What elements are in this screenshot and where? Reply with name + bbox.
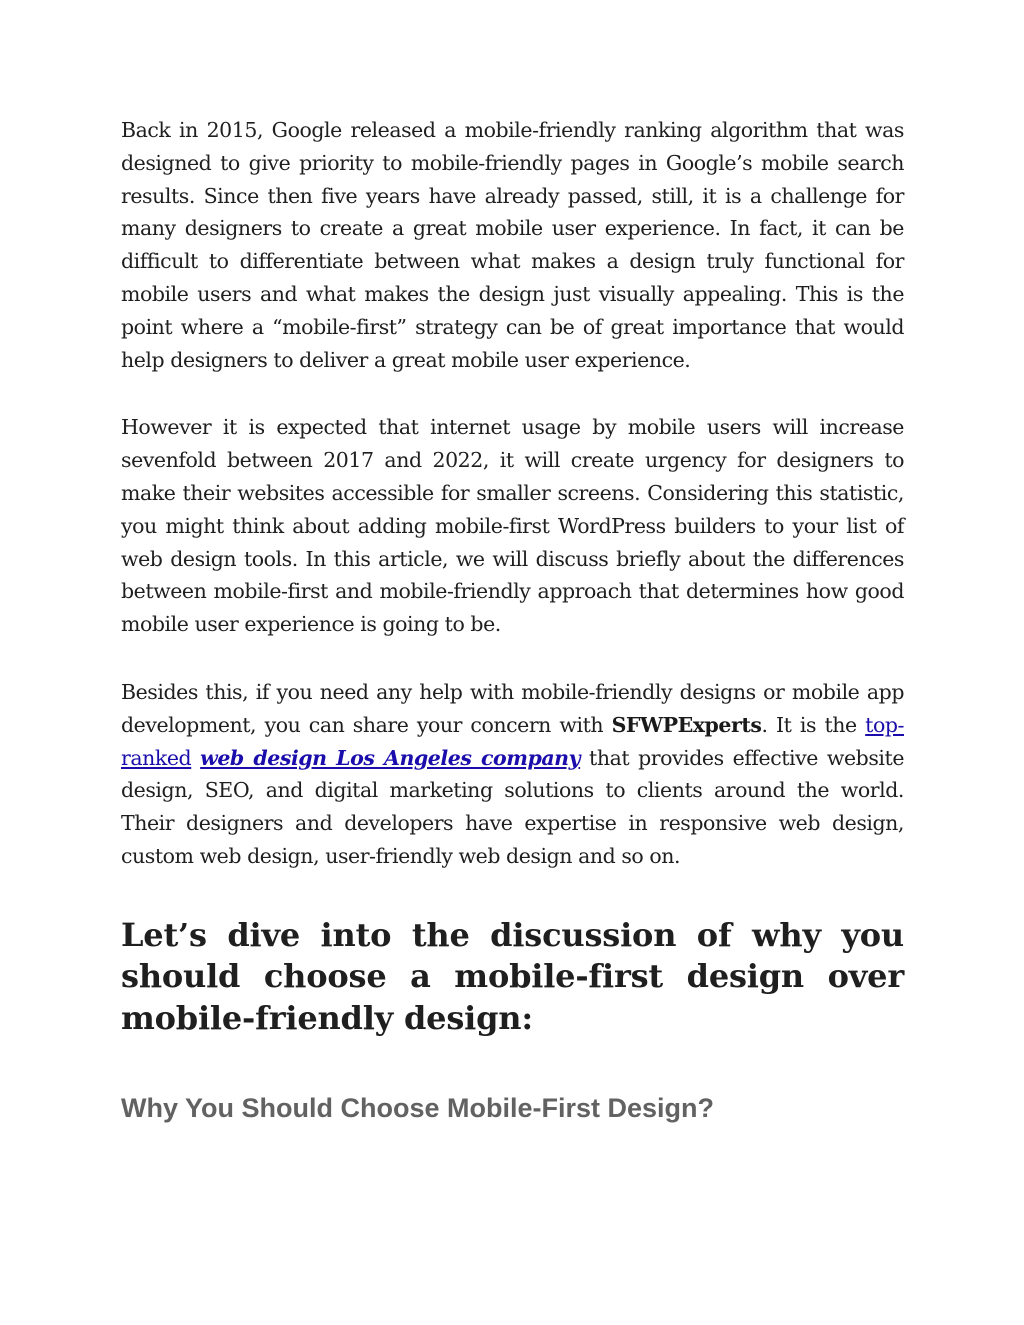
paragraph-text (191, 746, 200, 770)
section-subheading: Why You Should Choose Mobile-First Design? (121, 1093, 714, 1124)
web-design-los-angeles-link[interactable]: web design Los Angeles company (200, 745, 581, 770)
paragraph-mobile-usage: However it is expected that internet usage by mobile users will increase sevenfold between 2017 and 2022, it will create urgency for designers to make their websites accessible for smaller screens. Considering this statistic, you might think about adding mobile-first WordPress builders to your list of web design tools. In this article, we will discuss briefly about the differences between mobile-first and mobile-friendly approach that determines how good mobile user experience is going to be. (121, 415, 904, 637)
paragraph-text: that provides effective website design, SEO, and digital marketing solutions to clients around the world. Their designers and developers have expertise in responsive web design, custom web design, user-friendly web design and so on. (121, 745, 905, 868)
section-heading: Let’s dive into the discussion of why you should choose a mobile-first design over mobile-friendly design: (121, 915, 904, 1037)
paragraph-text: . It is the (761, 712, 866, 737)
paragraph-intro: Back in 2015, Google released a mobile-friendly ranking algorithm that was designed to give priority to mobile-friendly pages in Google’s mobile search results. Since then five years have already passed, still, it is a challenge for many designers to create a great mobile user experience. In fact, it can be difficult to differentiate between what makes a design truly functional for mobile users and what makes the design just visually appealing. This is the point where a “mobile-first” strategy can be of great importance that would help designers to deliver a great mobile user experience. (121, 118, 904, 372)
document-page (121, 114, 904, 1125)
brand-name: SFWPExperts (611, 712, 762, 737)
top-ranked-link[interactable]: top-ranked (121, 712, 905, 770)
paragraph-sfwpexperts (121, 676, 904, 873)
paragraph-text: Besides this, if you need any help with mobile-friendly designs or mobile app development, you can share your concern with (121, 679, 904, 737)
